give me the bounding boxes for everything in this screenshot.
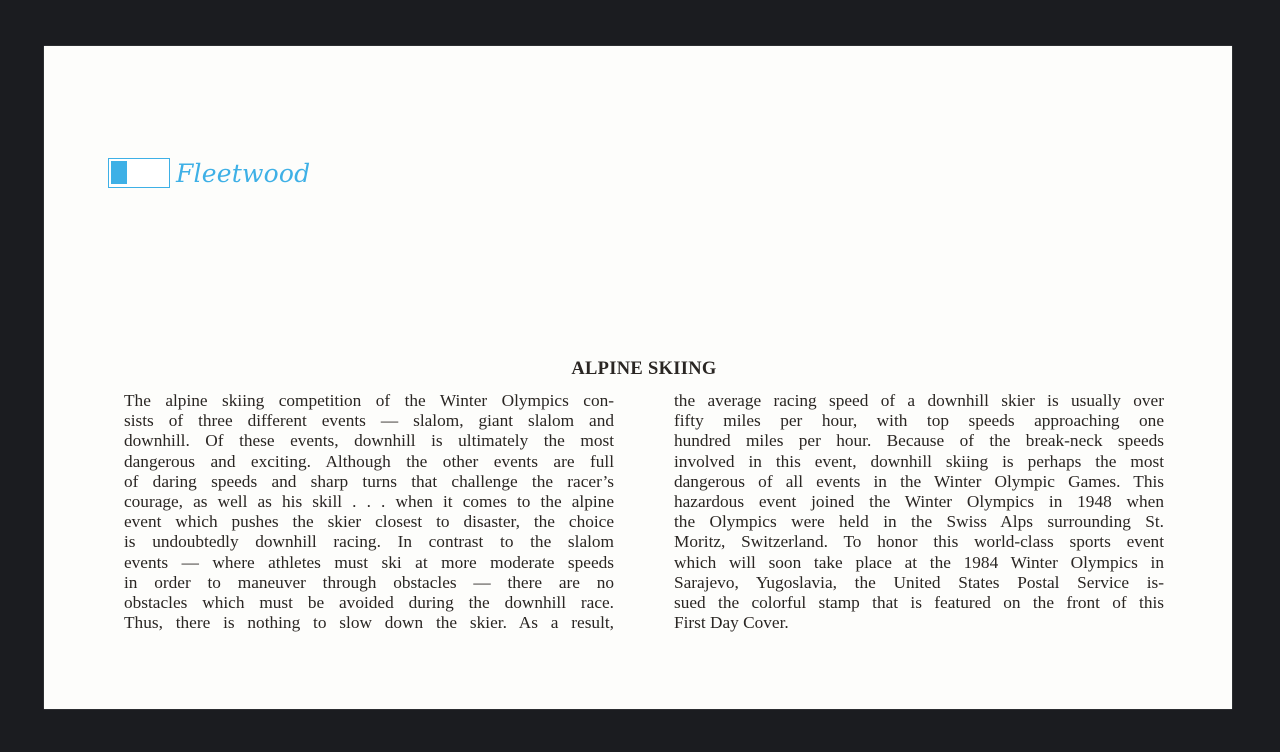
text-line: events — where athletes must ski at more moderate speeds [124, 552, 614, 572]
text-line: Thus, there is nothing to slow down the skier. As a result, [124, 613, 614, 633]
text-line: fifty miles per hour, with top speeds approaching one [674, 411, 1164, 431]
text-line: The alpine skiing competition of the Winter Olympics con- [124, 391, 614, 410]
text-line: hundred miles per hour. Because of the break-neck speeds [674, 431, 1164, 451]
fleetwood-logo [108, 158, 310, 188]
text-line: hazardous event joined the Winter Olympics in 1948 when [674, 492, 1164, 512]
text-line: the Olympics were held in the Swiss Alps surrounding St. [674, 512, 1164, 532]
article-left-column [124, 391, 614, 633]
text-line: courage, as well as his skill . . . when it comes to the alpine [124, 492, 614, 512]
text-line: of daring speeds and sharp turns that challenge the racer’s [124, 471, 614, 491]
first-day-cover-card [44, 46, 1232, 709]
text-line: which will soon take place at the 1984 Winter Olympics in [674, 552, 1164, 572]
text-line: Moritz, Switzerland. To honor this world-class sports event [674, 532, 1164, 552]
article-title: ALPINE SKIING [571, 359, 717, 379]
text-line: sists of three different events — slalom, giant slalom and [124, 411, 614, 431]
text-line: is undoubtedly downhill racing. In contrast to the slalom [124, 532, 614, 552]
text-line: Sarajevo, Yugoslavia, the United States Postal Service is- [674, 572, 1164, 592]
text-line: event which pushes the skier closest to disaster, the choice [124, 512, 614, 532]
text-line: involved in this event, downhill skiing is perhaps the most [674, 451, 1164, 471]
text-line: the average racing speed of a downhill skier is usually over [674, 391, 1164, 410]
text-line: in order to maneuver through obstacles — there are no [124, 572, 614, 592]
text-line: dangerous and exciting. Although the other events are full [124, 451, 614, 471]
logo-mark-icon [108, 158, 170, 188]
text-line: obstacles which must be avoided during the downhill race. [124, 593, 614, 613]
text-line: dangerous of all events in the Winter Olympic Games. This [674, 471, 1164, 491]
text-line: downhill. Of these events, downhill is ultimately the most [124, 431, 614, 451]
logo-brand-text: Fleetwood [176, 158, 311, 188]
article-right-column [674, 391, 1164, 633]
text-line: sued the colorful stamp that is featured on the front of this [674, 593, 1164, 613]
text-line: First Day Cover. [674, 613, 789, 633]
